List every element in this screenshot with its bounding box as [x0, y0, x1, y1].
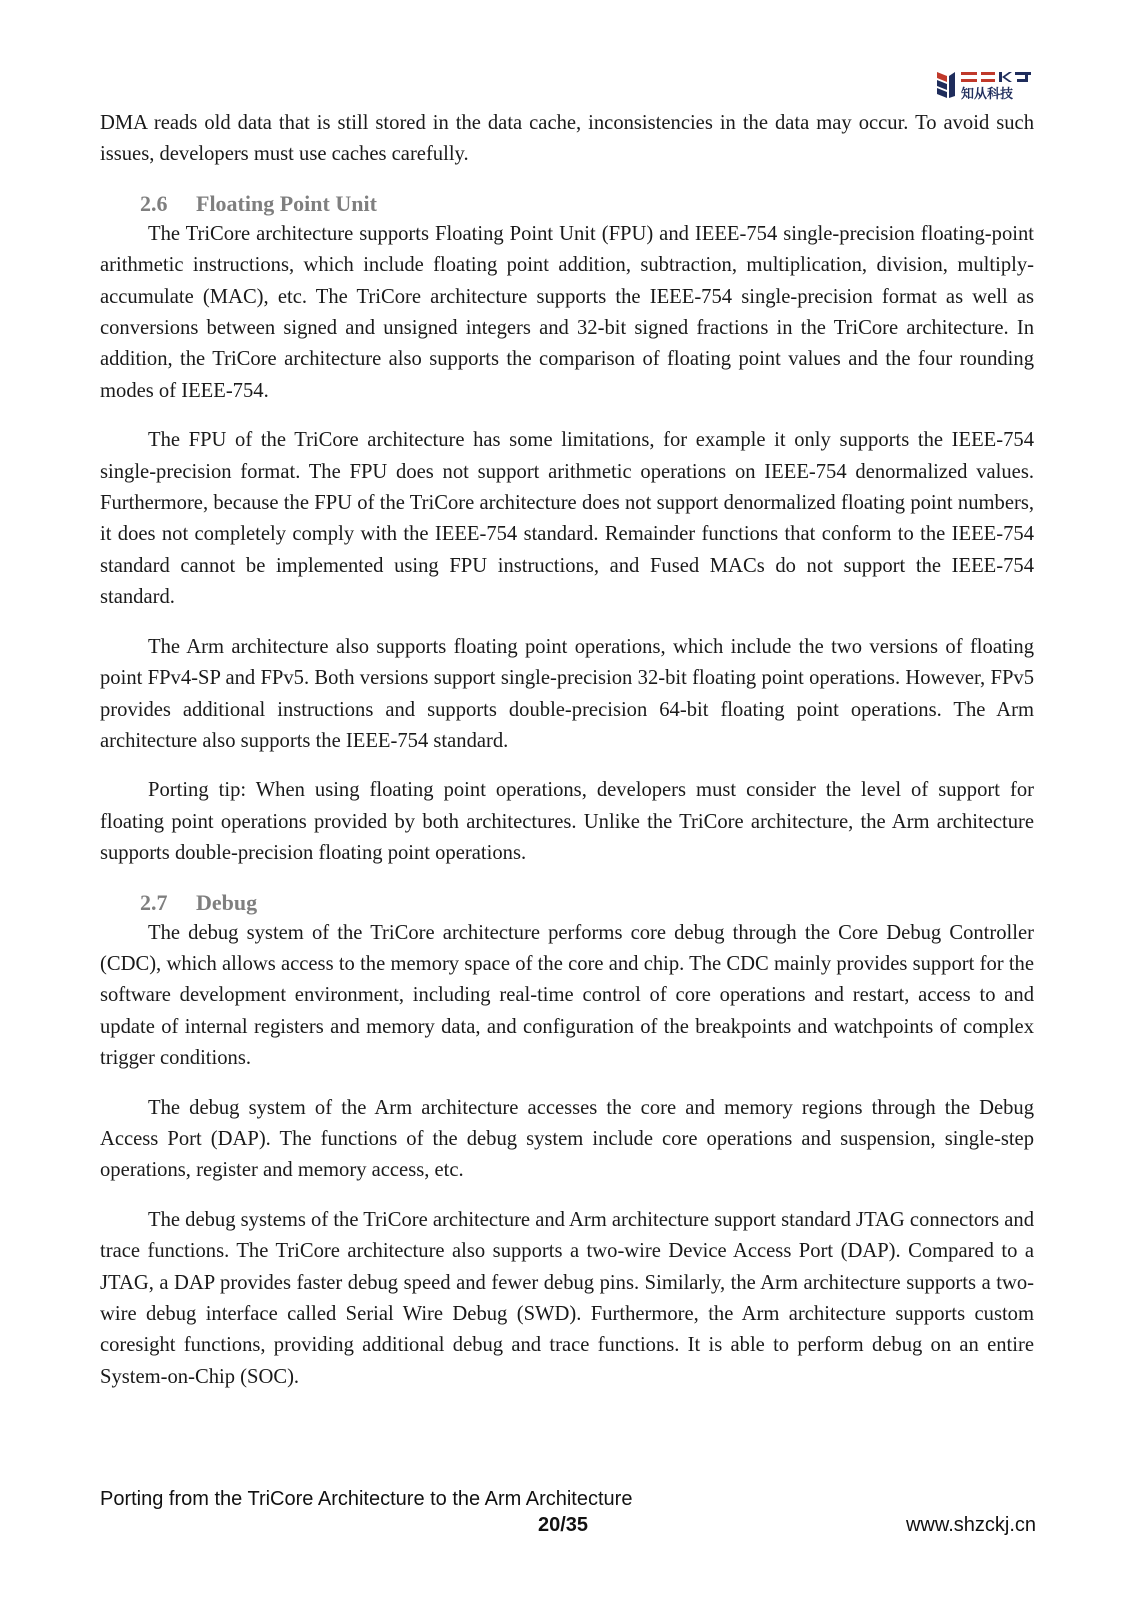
- logo-wordmark: [961, 72, 1031, 82]
- paragraph: The TriCore architecture supports Floating Point Unit (FPU) and IEEE-754 single-precision floating-point arithmetic instructions, which include floating point addition, subtraction, multiplication, division, multiply-accumulate (MAC), etc. The TriCore architecture supports the IEEE-754 single-precision format as well as conversions between signed and unsigned integers and 32-bit signed fractions in the TriCore architecture. In addition, the TriCore architecture also supports the comparison of floating point values and the four rounding modes of IEEE-754.: [100, 222, 1034, 402]
- intro-paragraph: DMA reads old data that is still stored in the data cache, inconsistencies in the data may occur. To avoid such issues, developers must use caches carefully.: [100, 112, 1034, 166]
- company-logo: [935, 66, 1045, 102]
- paragraph: The debug systems of the TriCore architecture and Arm architecture support standard JTAG connectors and trace functions. The TriCore architecture also supports a two-wire Device Access Port (DAP). Compared to a JTAG, a DAP provides faster debug speed and fewer debug pins. Similarly, the Arm architecture supports a two-wire debug interface called Serial Wire Debug (SWD). Furthermore, the Arm architecture supports custom coresight functions, providing additional debug and trace functions. It is able to perform debug on an entire System-on-Chip (SOC).: [100, 1208, 1034, 1388]
- section-title: Debug: [196, 889, 258, 915]
- footer-document-title: Porting from the TriCore Architecture to the Arm Architecture: [100, 1488, 633, 1510]
- logo-emblem-icon: [937, 72, 955, 98]
- logo-graphic: [935, 66, 1045, 102]
- logo-chinese-name: 知从科技: [961, 87, 1014, 102]
- section-number: 2.7: [140, 889, 168, 915]
- section-title: Floating Point Unit: [196, 190, 377, 216]
- paragraph: The debug system of the Arm architecture accesses the core and memory regions through the Debug Access Port (DAP). The functions of the debug system include core operations and suspension, single-step operations, register and memory access, etc.: [100, 1096, 1034, 1182]
- section-number: 2.6: [140, 190, 168, 216]
- footer-website-link[interactable]: www.shzckj.cn: [905, 1514, 1036, 1536]
- paragraph: The Arm architecture also supports floating point operations, which include the two versions of floating point FPv4-SP and FPv5. Both versions support single-precision 32-bit floating point operations. However, FPv5 provides additional instructions and supports double-precision 64-bit floating point operations. The Arm architecture also supports the IEEE-754 standard.: [100, 635, 1034, 752]
- paragraph: The FPU of the TriCore architecture has some limitations, for example it only supports the IEEE-754 single-precision format. The FPU does not support arithmetic operations on IEEE-754 denormalized values. Furthermore, because the FPU of the TriCore architecture does not support denormalized floating point numbers, it does not completely comply with the IEEE-754 standard. Remainder functions that conform to the IEEE-754 standard cannot be implemented using FPU instructions, and Fused MACs do not support the IEEE-754 standard.: [100, 429, 1034, 609]
- paragraph: The debug system of the TriCore architecture performs core debug through the Core Debug Controller (CDC), which allows access to the memory space of the core and chip. The CDC mainly provides support for the software development environment, including real-time control of core operations and restart, access to and update of internal registers and memory data, and configuration of the breakpoints and watchpoints of complex trigger conditions.: [100, 921, 1034, 1070]
- footer-page-number: 20/35: [538, 1514, 589, 1536]
- porting-tip-paragraph: Porting tip: When using floating point operations, developers must consider the level of support for floating point operations provided by both architectures. Unlike the TriCore architecture, the Arm architecture supports double-precision floating point operations.: [100, 779, 1034, 865]
- section-heading-debug: [100, 888, 1034, 918]
- section-heading-fpu: [100, 189, 1034, 219]
- body-text: [100, 108, 1034, 1411]
